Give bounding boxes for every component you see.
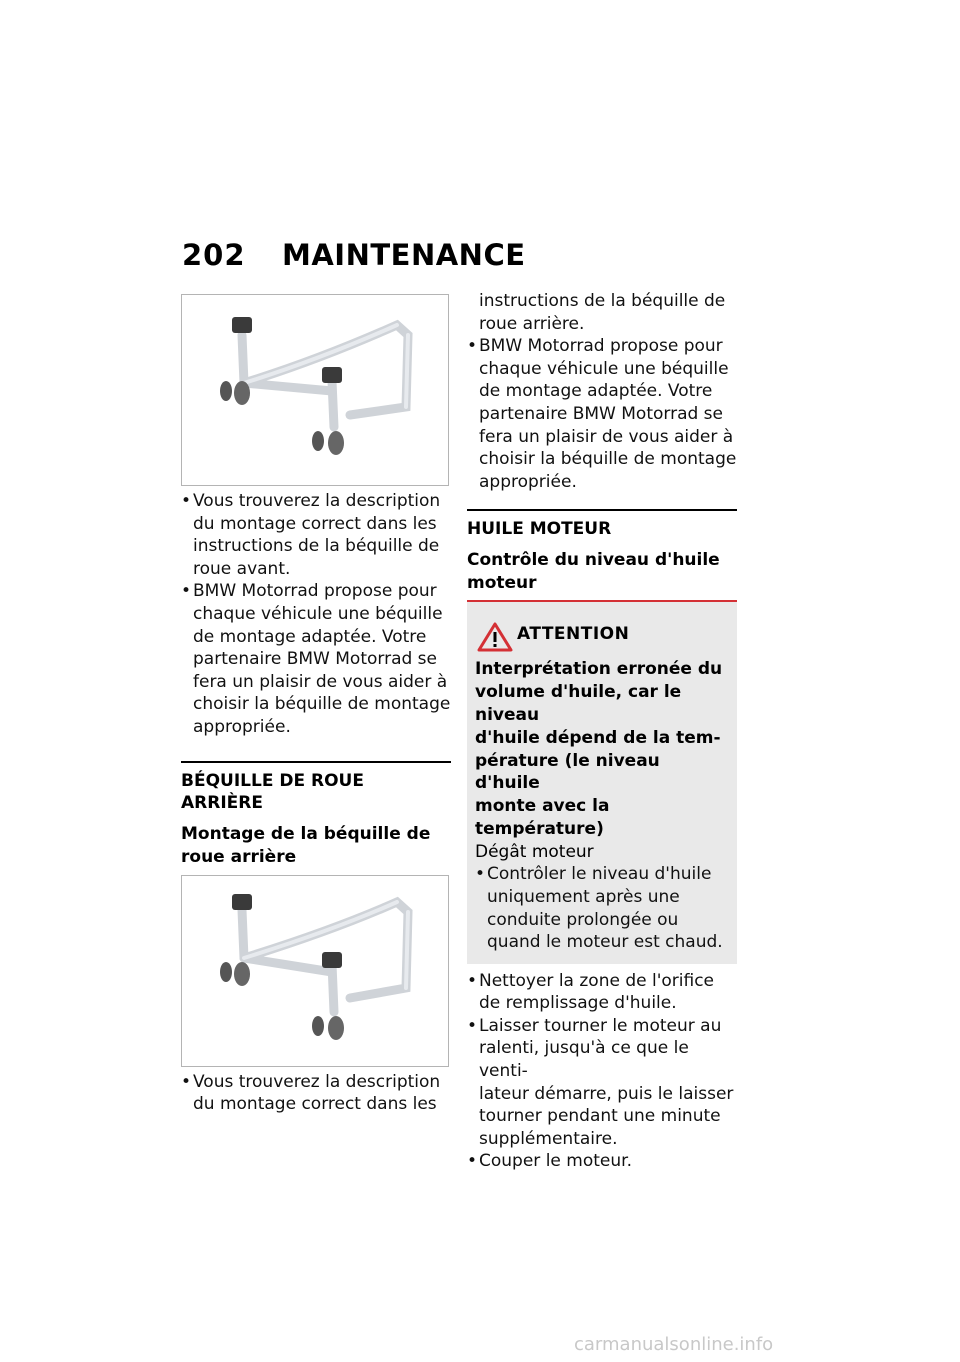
- list-item: • Couper le moteur.: [467, 1151, 632, 1172]
- list-item: instructions de la béquille de roue arrière.: [479, 291, 726, 334]
- attention-consequence: Dégât moteur: [475, 841, 594, 862]
- front-stand-notes: [181, 490, 451, 739]
- list-item: • Laisser tourner le moteur au ralenti, jusqu'à ce que le venti- lateur démarre, puis le laisser tourner pendant une minute supplémentaire.: [467, 1015, 734, 1149]
- list-item: • BMW Motorrad propose pour chaque véhicule une béquille de montage adaptée. Votre partenaire BMW Motorrad se fera un plaisir de vous aider à choisir la béquille de montage appropriée.: [181, 581, 451, 737]
- front-stand-figure: [181, 294, 449, 486]
- list-item: • Contrôler le niveau d'huile uniquement après une conduite prolongée ou quand le moteur est chaud.: [475, 864, 723, 953]
- watermark: carmanualsonline.info: [574, 1334, 774, 1355]
- section-title-rear-stand: BÉQUILLE DE ROUE ARRIÈRE: [181, 770, 364, 813]
- right-column: [467, 290, 737, 1173]
- paddock-stand-illustration: [182, 295, 448, 485]
- attention-actions: [475, 863, 729, 953]
- paddock-stand-illustration: [182, 876, 448, 1066]
- section-title-engine-oil: HUILE MOTEUR: [467, 519, 612, 540]
- rear-stand-notes: [181, 1071, 451, 1116]
- attention-header: [475, 622, 729, 658]
- oil-check-steps: [467, 970, 737, 1173]
- attention-hazard: Interprétation erronée du volume d'huile, car le niveau d'huile dépend de la tem- pérature (le niveau d'huile monte avec la température): [475, 659, 723, 839]
- warning-triangle-icon: [477, 622, 513, 652]
- chapter-title: MAINTENANCE: [282, 238, 526, 272]
- attention-box: [467, 600, 737, 963]
- subsection-title-oil-level: Contrôle du niveau d'huile moteur: [467, 550, 720, 594]
- subsection-title-rear-stand: Montage de la béquille de roue arrière: [181, 823, 431, 867]
- rear-stand-figure: [181, 875, 449, 1067]
- left-column: [181, 294, 451, 1116]
- page-number: 202: [182, 238, 246, 272]
- list-item: • Vous trouverez la description du montage correct dans les: [181, 1071, 441, 1115]
- attention-label: ATTENTION: [517, 624, 630, 645]
- rear-stand-notes-continued: [467, 290, 737, 493]
- list-item: • Vous trouverez la description du montage correct dans les instructions de la béquille de roue avant.: [181, 491, 441, 579]
- list-item: • BMW Motorrad propose pour chaque véhicule une béquille de montage adaptée. Votre partenaire BMW Motorrad se fera un plaisir de vous aider à choisir la béquille de montage appropriée.: [467, 336, 737, 492]
- list-item: • Nettoyer la zone de l'orifice de remplissage d'huile.: [467, 970, 715, 1014]
